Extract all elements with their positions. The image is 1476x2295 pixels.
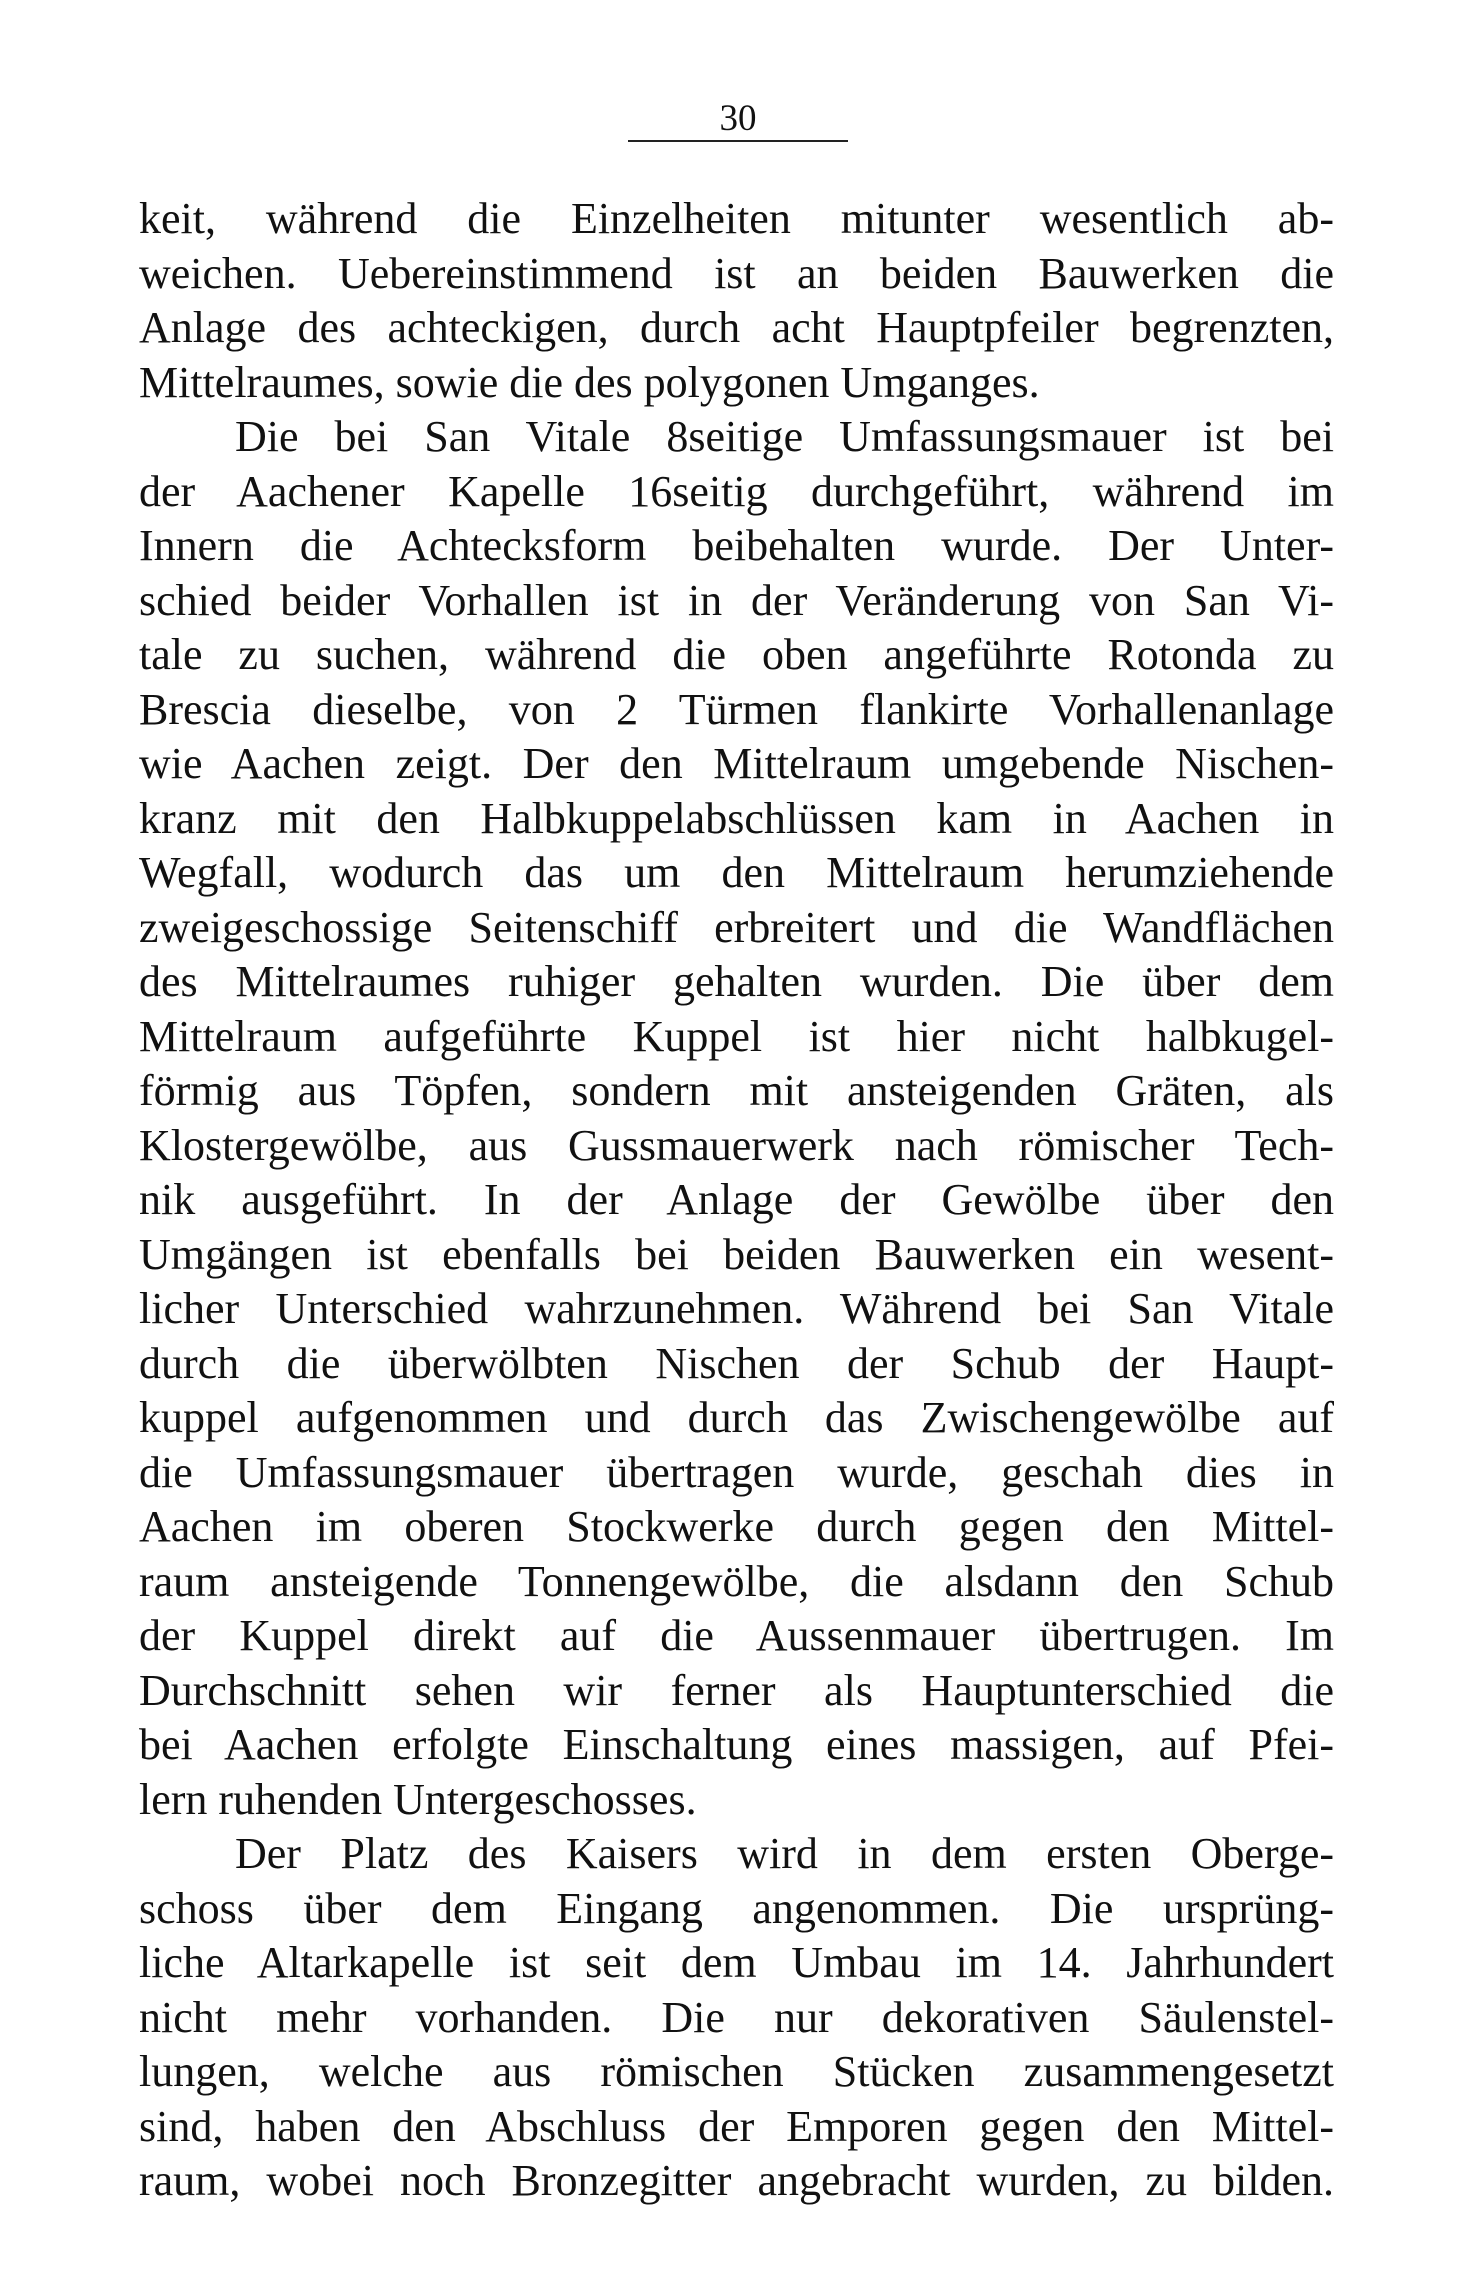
text-line: durch die überwölbten Nischen der Schub der Haupt- <box>139 1338 1334 1388</box>
text-line: wie Aachen zeigt. Der den Mittelraum umgebende Nischen- <box>139 739 1334 788</box>
page-number: 30 <box>719 98 757 139</box>
text-line: Klostergewölbe, aus Gussmauerwerk nach römischer Tech- <box>139 1120 1334 1170</box>
text-line: förmig aus Töpfen, sondern mit ansteigenden Gräten, als <box>139 1066 1334 1115</box>
text-line: Die bei San Vitale 8seitige Umfassungsmauer ist bei <box>235 412 1334 461</box>
header-rule <box>628 140 848 142</box>
page-header <box>628 98 848 142</box>
text-line: Wegfall, wodurch das um den Mittelraum herumziehende <box>139 848 1334 897</box>
text-line: kuppel aufgenommen und durch das Zwischengewölbe auf <box>139 1393 1334 1442</box>
text-line: schied beider Vorhallen ist in der Veränderung von San Vi- <box>139 575 1334 625</box>
text-line: Innern die Achtecksform beibehalten wurde. Der Unter- <box>139 521 1334 570</box>
text-line: Anlage des achteckigen, durch acht Hauptpfeiler begrenzten, <box>139 303 1334 352</box>
text-line: Umgängen ist ebenfalls bei beiden Bauwerken ein wesent- <box>139 1229 1334 1279</box>
text-line: Mittelraum aufgeführte Kuppel ist hier nicht halbkugel- <box>139 1011 1334 1061</box>
text-line: weichen. Uebereinstimmend ist an beiden Bauwerken die <box>139 248 1334 298</box>
text-line: lern ruhenden Untergeschosses. <box>139 1774 697 1824</box>
text-line: Brescia dieselbe, von 2 Türmen flankirte Vorhallenanlage <box>139 684 1334 734</box>
text-line: des Mittelraumes ruhiger gehalten wurden. Die über dem <box>139 957 1334 1006</box>
text-line: nicht mehr vorhanden. Die nur dekorativen Säulenstel- <box>139 1992 1334 2042</box>
body-text <box>139 192 1334 2209</box>
text-line: kranz mit den Halbkuppelabschlüssen kam in Aachen in <box>139 793 1334 843</box>
text-line: lungen, welche aus römischen Stücken zusammengesetzt <box>139 2047 1334 2096</box>
text-line: der Kuppel direkt auf die Aussenmauer übertrugen. Im <box>139 1611 1334 1660</box>
text-line: schoss über dem Eingang angenommen. Die ursprüng- <box>139 1883 1334 1933</box>
text-line: der Aachener Kapelle 16seitig durchgeführt, während im <box>139 466 1334 516</box>
text-line: Aachen im oberen Stockwerke durch gegen den Mittel- <box>139 1502 1334 1551</box>
text-line: Durchschnitt sehen wir ferner als Hauptunterschied die <box>139 1665 1334 1715</box>
text-line: Mittelraumes, sowie die des polygonen Umganges. <box>139 357 1040 407</box>
text-line: liche Altarkapelle ist seit dem Umbau im 14. Jahrhundert <box>139 1938 1334 1987</box>
text-line: raum, wobei noch Bronzegitter angebracht wurden, zu bilden. <box>139 2156 1334 2205</box>
text-line: sind, haben den Abschluss der Emporen gegen den Mittel- <box>139 2101 1334 2151</box>
text-line: bei Aachen erfolgte Einschaltung eines massigen, auf Pfei- <box>139 1720 1334 1769</box>
text-line: Der Platz des Kaisers wird in dem ersten Oberge- <box>235 1829 1334 1878</box>
text-line: die Umfassungsmauer übertragen wurde, geschah dies in <box>139 1447 1334 1497</box>
text-line: tale zu suchen, während die oben angeführte Rotonda zu <box>139 630 1334 679</box>
text-line: keit, während die Einzelheiten mitunter wesentlich ab- <box>139 194 1334 243</box>
text-line: zweigeschossige Seitenschiff erbreitert und die Wandflächen <box>139 902 1334 952</box>
text-line: licher Unterschied wahrzunehmen. Während bei San Vitale <box>139 1284 1334 1333</box>
text-line: raum ansteigende Tonnengewölbe, die alsdann den Schub <box>139 1556 1334 1606</box>
text-line: nik ausgeführt. In der Anlage der Gewölbe über den <box>139 1175 1334 1224</box>
